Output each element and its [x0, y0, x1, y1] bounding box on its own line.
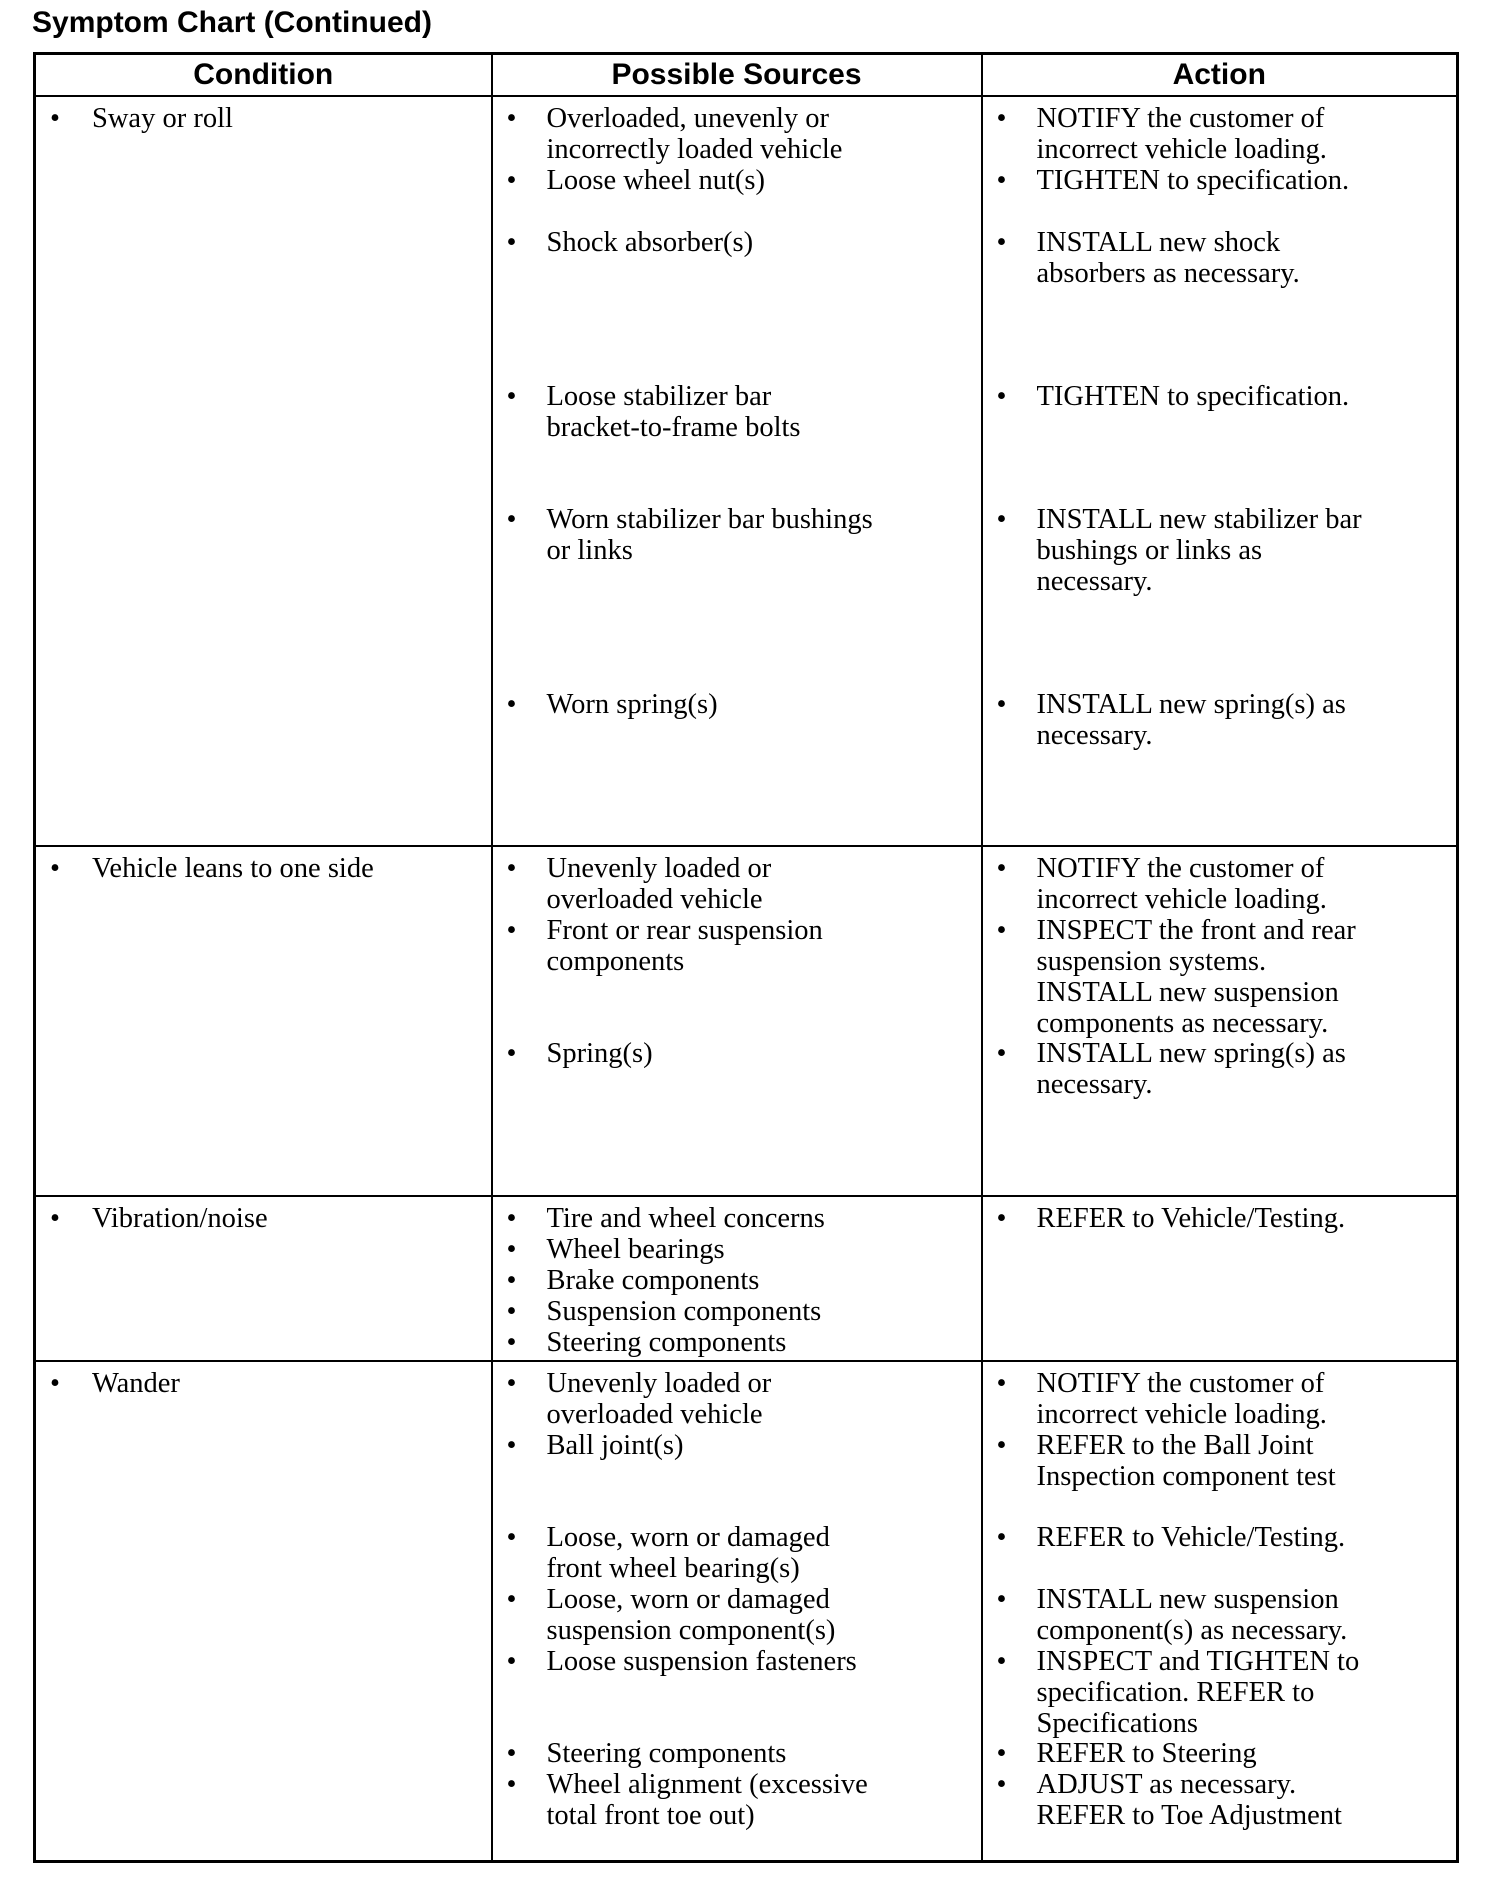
- list-item: • NOTIFY the customer of incorrect vehicle loading.: [996, 853, 1327, 915]
- bullet-icon: •: [506, 1203, 517, 1234]
- bullet-icon: •: [996, 165, 1007, 196]
- bullet-icon: •: [996, 381, 1007, 412]
- list-item: • Ball joint(s): [506, 1430, 684, 1461]
- bullet-icon: •: [506, 165, 517, 196]
- list-item: • Spring(s): [506, 1038, 653, 1069]
- bullet-icon: •: [506, 1368, 517, 1399]
- action-cell: [982, 1196, 1458, 1361]
- list-item: • REFER to Steering: [996, 1738, 1257, 1769]
- condition-cell: [35, 1361, 492, 1862]
- list-item: • Suspension components: [506, 1296, 822, 1327]
- list-item: • Brake components: [506, 1265, 760, 1296]
- bullet-icon: •: [50, 853, 60, 884]
- bullet-icon: •: [50, 103, 60, 134]
- list-item: • Worn stabilizer bar bushings or links: [506, 504, 873, 566]
- bullet-icon: •: [996, 504, 1007, 535]
- bullet-icon: •: [996, 1738, 1007, 1769]
- bullet-icon: •: [506, 103, 517, 134]
- bullet-icon: •: [506, 1738, 517, 1769]
- list-item: • NOTIFY the customer of incorrect vehicle loading.: [996, 1368, 1327, 1430]
- list-item: • Vibration/noise: [50, 1203, 268, 1234]
- list-item: • Shock absorber(s): [506, 227, 754, 258]
- list-item: • REFER to Vehicle/Testing.: [996, 1203, 1346, 1234]
- condition-cell: [35, 846, 492, 1196]
- bullet-icon: •: [506, 1296, 517, 1327]
- table-row: [35, 1196, 1458, 1361]
- bullet-icon: •: [996, 915, 1007, 946]
- list-item: • Wheel bearings: [506, 1234, 725, 1265]
- list-item: • Loose, worn or damaged front wheel bearing(s): [506, 1522, 830, 1584]
- list-item: • Vehicle leans to one side: [50, 853, 374, 884]
- list-item: • NOTIFY the customer of incorrect vehicle loading.: [996, 103, 1327, 165]
- list-item: • Worn spring(s): [506, 689, 718, 720]
- bullet-icon: •: [996, 1646, 1007, 1677]
- list-item: • Overloaded, unevenly or incorrectly loaded vehicle: [506, 103, 843, 165]
- sources-cell: [492, 846, 982, 1196]
- list-item: • REFER to the Ball Joint Inspection component test: [996, 1430, 1336, 1492]
- bullet-icon: •: [506, 1038, 517, 1069]
- bullet-icon: •: [506, 1646, 517, 1677]
- table-row: [35, 1361, 1458, 1862]
- list-item: • Loose suspension fasteners: [506, 1646, 857, 1677]
- bullet-icon: •: [506, 1769, 517, 1800]
- bullet-icon: •: [506, 504, 517, 535]
- list-item: • Steering components: [506, 1327, 787, 1358]
- bullet-icon: •: [996, 1769, 1007, 1800]
- condition-cell: [35, 96, 492, 846]
- list-item: • Loose, worn or damaged suspension component(s): [506, 1584, 836, 1646]
- action-cell: [982, 1361, 1458, 1862]
- bullet-icon: •: [506, 227, 517, 258]
- bullet-icon: •: [50, 1368, 60, 1399]
- list-item: • INSPECT the front and rear suspension systems. INSTALL new suspension components as necessary.: [996, 915, 1356, 1039]
- table-row: [35, 96, 1458, 846]
- list-item: • Front or rear suspension components: [506, 915, 823, 977]
- bullet-icon: •: [996, 1430, 1007, 1461]
- list-item: • TIGHTEN to specification.: [996, 165, 1350, 196]
- list-item: • Tire and wheel concerns: [506, 1203, 825, 1234]
- sources-cell: [492, 96, 982, 846]
- bullet-icon: •: [996, 103, 1007, 134]
- list-item: • TIGHTEN to specification.: [996, 381, 1350, 412]
- bullet-icon: •: [506, 915, 517, 946]
- list-item: • Loose wheel nut(s): [506, 165, 765, 196]
- list-item: • INSTALL new spring(s) as necessary.: [996, 1038, 1346, 1100]
- header-condition: Condition: [35, 54, 492, 97]
- bullet-icon: •: [996, 1368, 1007, 1399]
- list-item: • Sway or roll: [50, 103, 233, 134]
- list-item: • INSTALL new spring(s) as necessary.: [996, 689, 1346, 751]
- list-item: • Loose stabilizer bar bracket-to-frame bolts: [506, 381, 801, 443]
- bullet-icon: •: [506, 1234, 517, 1265]
- sources-cell: [492, 1361, 982, 1862]
- list-item: • Unevenly loaded or overloaded vehicle: [506, 853, 772, 915]
- bullet-icon: •: [996, 1584, 1007, 1615]
- action-cell: [982, 96, 1458, 846]
- bullet-icon: •: [50, 1203, 60, 1234]
- list-item: • INSTALL new suspension component(s) as necessary.: [996, 1584, 1348, 1646]
- condition-cell: [35, 1196, 492, 1361]
- list-item: • Unevenly loaded or overloaded vehicle: [506, 1368, 772, 1430]
- list-item: • Wander: [50, 1368, 180, 1399]
- bullet-icon: •: [996, 227, 1007, 258]
- bullet-icon: •: [996, 1038, 1007, 1069]
- bullet-icon: •: [996, 1522, 1007, 1553]
- list-item: • INSTALL new stabilizer bar bushings or links as necessary.: [996, 504, 1362, 597]
- list-item: • Steering components: [506, 1738, 787, 1769]
- bullet-icon: •: [506, 1584, 517, 1615]
- bullet-icon: •: [506, 1430, 517, 1461]
- list-item: • Wheel alignment (excessive total front toe out): [506, 1769, 868, 1831]
- list-item: • INSTALL new shock absorbers as necessary.: [996, 227, 1300, 289]
- bullet-icon: •: [506, 1522, 517, 1553]
- sources-cell: [492, 1196, 982, 1361]
- bullet-icon: •: [996, 1203, 1007, 1234]
- bullet-icon: •: [996, 853, 1007, 884]
- bullet-icon: •: [506, 381, 517, 412]
- header-action: Action: [982, 54, 1458, 97]
- header-row: [35, 54, 1458, 97]
- list-item: • REFER to Vehicle/Testing.: [996, 1522, 1346, 1553]
- action-cell: [982, 846, 1458, 1196]
- symptom-chart-table: [33, 52, 1459, 1863]
- bullet-icon: •: [506, 1265, 517, 1296]
- list-item: • INSPECT and TIGHTEN to specification. REFER to Specifications: [996, 1646, 1360, 1739]
- bullet-icon: •: [506, 1327, 517, 1358]
- page-title: Symptom Chart (Continued): [32, 6, 432, 39]
- bullet-icon: •: [996, 689, 1007, 720]
- table-row: [35, 846, 1458, 1196]
- header-possible-sources: Possible Sources: [492, 54, 982, 97]
- list-item: • ADJUST as necessary. REFER to Toe Adjustment: [996, 1769, 1342, 1831]
- bullet-icon: •: [506, 689, 517, 720]
- bullet-icon: •: [506, 853, 517, 884]
